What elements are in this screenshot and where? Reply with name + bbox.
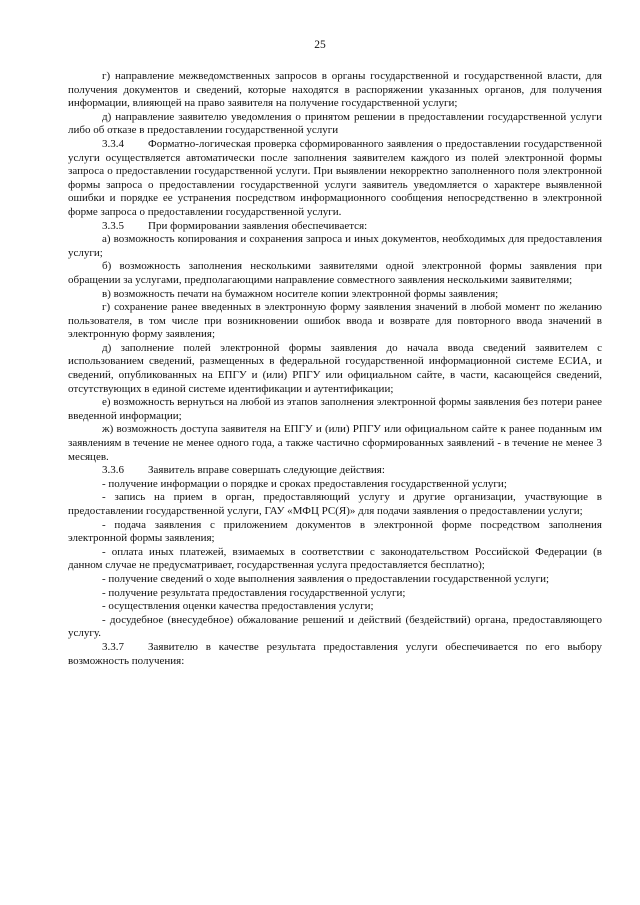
paragraph-3-3-6 [68,464,602,478]
paragraph-3-3-7 [68,641,602,668]
list-item-dash: - осуществления оценки качества предоставления услуги; [102,600,374,613]
list-item-b: б) возможность заполнения несколькими заявителями одной электронной формы заявления при обращении за услугами, предполагающими направление совместного заявления несколькими заявителями; [68,260,602,286]
paragraph-text: Заявителю в качестве результата предоставления услуги обеспечивается по его выбору возможность получения: [68,640,602,667]
list-item-dash: - подача заявления с приложением документов в электронной форме посредством заполнения электронной формы заявления; [68,518,602,545]
section-number: 3.3.4 [102,137,124,150]
list-item-dash: - получение информации о порядке и сроках предоставления государственной услуги; [102,477,507,490]
paragraph-3-3-4 [68,138,602,220]
list-item-d: д) заполнение полей электронной формы заявления до начала ввода сведений заявителем с использованием сведений, размещенных в федеральной государственной информационной системе ЕСИА, и сведений, опубликованных на ЕПГУ и (или) РПГУ или официальном сайте, в части, касающейся сведений, отсутствующих в единой системе идентификации и аутентификации; [68,341,602,395]
list-item-a: а) возможность копирования и сохранения запроса и иных документов, необходимых для предоставления услуги; [68,233,602,259]
list-item-dash: - досудебное (внесудебное) обжалование решений и действий (бездействий) органа, предоставляющего услугу. [68,613,602,640]
document-body [68,70,602,668]
list-item-dash: - запись на прием в орган, предоставляющий услугу и другие организации, участвующие в предоставлении государственной услуги, ГАУ «МФЦ РС(Я)» для подачи заявления о предоставлении услуги; [68,491,602,517]
paragraph-decision-notification: д) направление заявителю уведомления о принятом решении в предоставлении государственной услуги либо об отказе в предоставлении государственной услуги [68,110,602,137]
list-item-v: в) возможность печати на бумажном носителе копии электронной формы заявления; [102,287,499,300]
list-item-e: е) возможность вернуться на любой из этапов заполнения электронной формы заявления без потери ранее введенной информации; [68,396,602,422]
list-item-zh: ж) возможность доступа заявителя на ЕПГУ и (или) РПГУ или официальном сайте к ранее поданным им заявлениям в течение не менее одного года, а также частично сформированных заявлений - в течение не менее 3 месяцев. [68,423,602,463]
section-number: 3.3.6 [102,464,124,477]
section-number: 3.3.5 [102,219,124,232]
paragraph-intergovernmental-requests: г) направление межведомственных запросов в органы государственной и государственной власти, для получения документов и сведений, которые находятся в распоряжении указанных органов, для получения информации, влияющей на право заявителя на получение государственной услуги; [68,70,602,110]
list-item-dash: - получение результата предоставления государственной услуги; [102,586,406,599]
paragraph-text: Форматно-логическая проверка сформированного заявления о предоставлении государственной услуги осуществляется автоматически после заполнения заявителем каждого из полей электронной формы запроса о предоставлении государственной услуги. При выявлении некорректно заполненного поля электронной формы запроса о предоставлении государственной услуги заявитель уведомляется о характере выявленной ошибки и порядке ее устранения посредством информационного сообщения непосредственно в электронной форме запроса о предоставлении государственной услуги. [68,137,602,218]
list-item-dash: - получение сведений о ходе выполнения заявления о предоставлении государственной услуги; [102,572,550,585]
page-number: 25 [314,39,326,51]
list-item-g: г) сохранение ранее введенных в электронную форму заявления значений в любой момент по желанию пользователя, в том числе при возникновении ошибок ввода и возврате для повторного ввода значений в электронную форму заявления; [68,301,602,341]
section-number: 3.3.7 [102,640,124,653]
paragraph-3-3-5 [68,220,602,234]
list-item-dash: - оплата иных платежей, взимаемых в соответствии с законодательством Российской Федерации (в данном случае не предусматривает, государственная услуга предоставляется бесплатно); [68,545,602,572]
paragraph-text: При формировании заявления обеспечивается: [148,219,368,232]
paragraph-text: Заявитель вправе совершать следующие действия: [148,464,385,477]
